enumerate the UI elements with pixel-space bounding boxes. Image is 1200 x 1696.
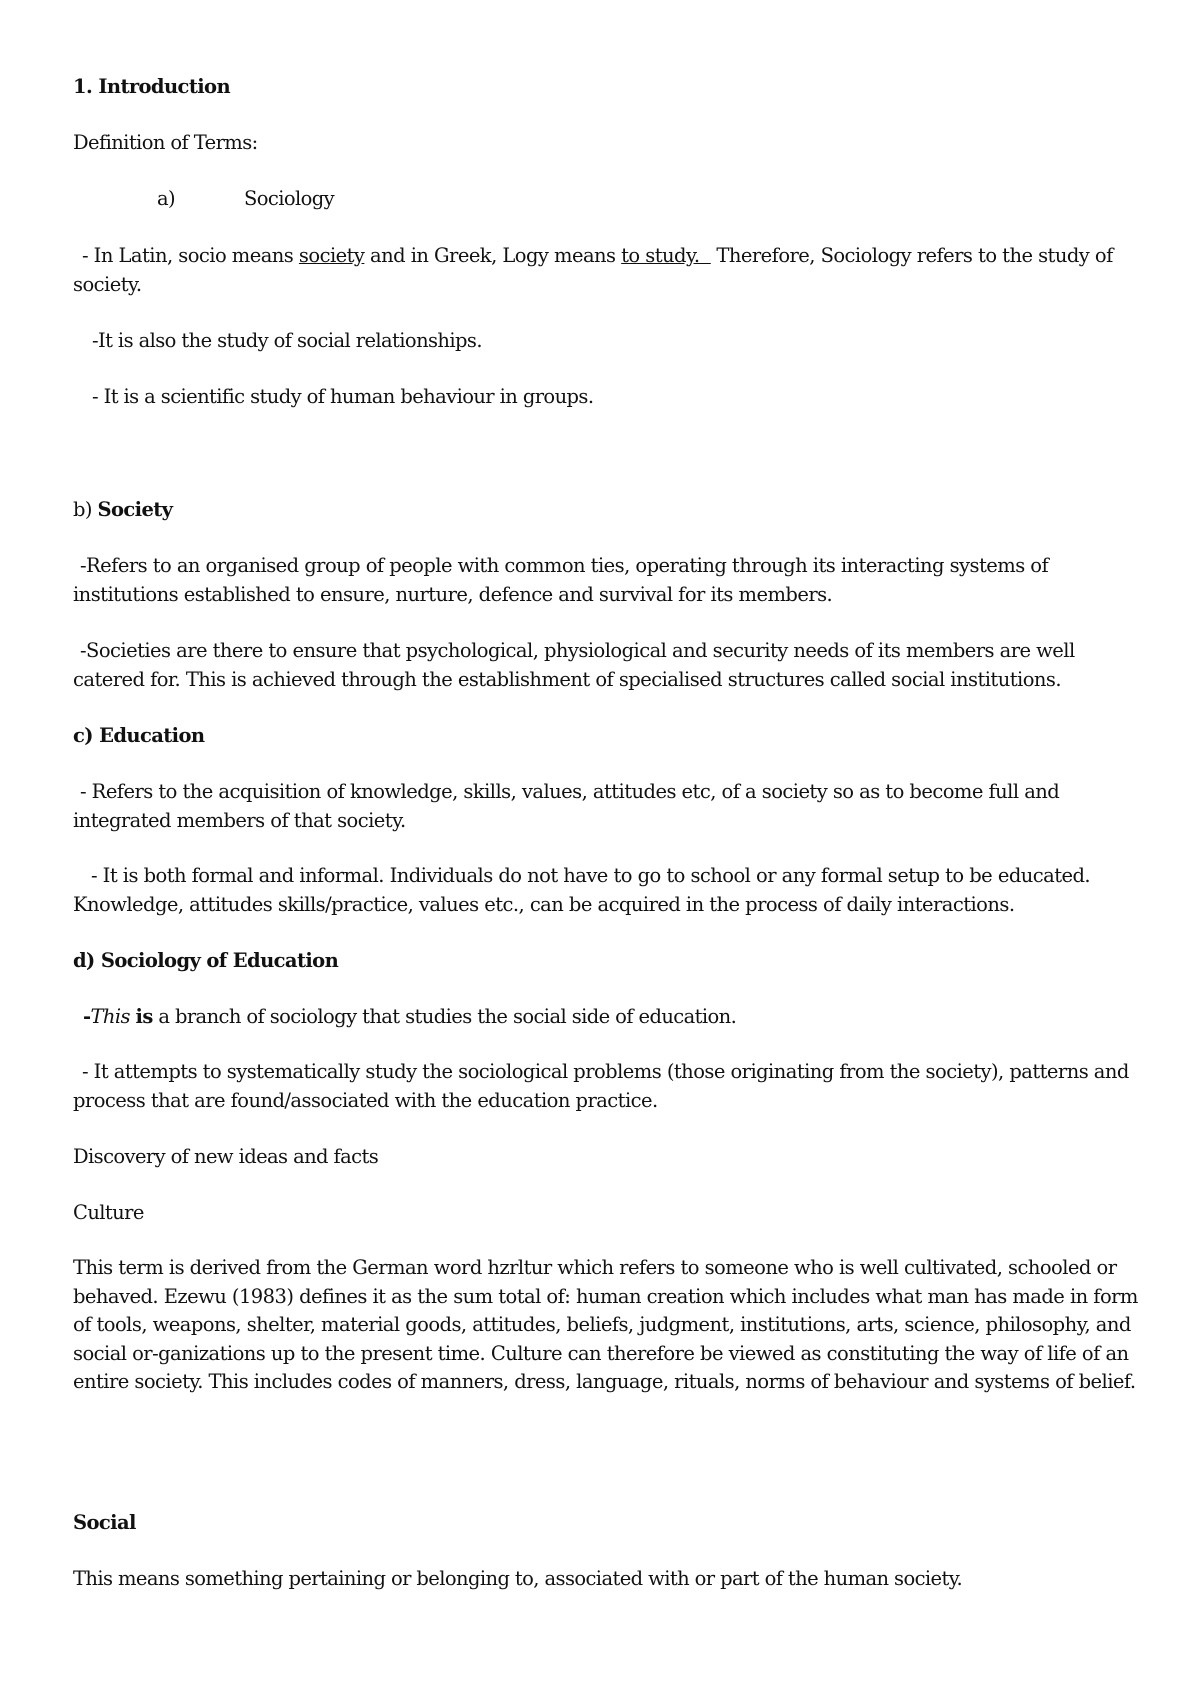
text-run: - It is both formal and informal. Individuals do not have to go to school or any formal setup to be educated. Knowledge, attitudes skills/practice, values etc., can be acquired in the process of daily interactions. bbox=[73, 864, 1091, 916]
sociology-title: Sociology bbox=[244, 187, 335, 210]
discovery-line: Discovery of new ideas and facts bbox=[73, 1145, 379, 1168]
text-run: - bbox=[83, 1005, 91, 1028]
sociology-of-education-paragraph-1 bbox=[83, 1003, 736, 1031]
underlined-term: society bbox=[298, 244, 365, 267]
text-run: - Refers to the acquisition of knowledge, skills, values, attitudes etc, of a society so as to become full and integrated members of that society. bbox=[73, 780, 1060, 832]
bold-text: is bbox=[135, 1005, 153, 1028]
education-paragraph-2 bbox=[73, 862, 1143, 919]
sociology-paragraph-3: - It is a scientific study of human behaviour in groups. bbox=[92, 385, 594, 408]
society-title: Society bbox=[97, 498, 173, 521]
italic-text: This bbox=[90, 1005, 130, 1028]
text-run: a branch of sociology that studies the social side of education. bbox=[152, 1005, 737, 1028]
education-heading: c) Education bbox=[73, 724, 205, 747]
text-run: -Refers to an organised group of people with common ties, operating through its interacting systems of institutions established to ensure, nurture, defence and survival for its members. bbox=[73, 554, 1049, 606]
sociology-paragraph-1 bbox=[73, 242, 1143, 299]
section-heading: 1. Introduction bbox=[73, 75, 231, 98]
sociology-of-education-paragraph-2 bbox=[73, 1058, 1143, 1115]
text-run: Therefore, Sociology refers to the study of society. bbox=[73, 244, 1113, 296]
definition-label: Definition of Terms: bbox=[73, 131, 258, 154]
culture-heading: Culture bbox=[73, 1201, 144, 1224]
culture-paragraph: This term is derived from the German word hzrltur which refers to someone who is well cultivated, schooled or behaved. Ezewu (1983) defines it as the sum total of: human creation which includes what man has made in form of tools, weapons, shelter, material goods, attitudes, beliefs, judgment, institutions, arts, science, philosophy, and social or-ganizations up to the present time. Culture can therefore be viewed as constituting the way of life of an entire society. This includes codes of manners, dress, language, rituals, norms of behaviour and systems of belief. bbox=[73, 1256, 1138, 1394]
social-paragraph: This means something pertaining or belonging to, associated with or part of the human society. bbox=[73, 1567, 963, 1590]
text-run: -Societies are there to ensure that psychological, physiological and security needs of its members are well catered for. This is achieved through the establishment of specialised structures called social institutions. bbox=[73, 639, 1075, 691]
sociology-paragraph-2: -It is also the study of social relationships. bbox=[92, 329, 482, 352]
social-heading: Social bbox=[73, 1511, 136, 1534]
sociology-of-education-heading: d) Sociology of Education bbox=[73, 949, 339, 972]
text-run: - It attempts to systematically study the sociological problems (those originating from the society), patterns and process that are found/associated with the education practice. bbox=[73, 1060, 1129, 1112]
society-paragraph-1 bbox=[73, 552, 1143, 609]
text-run: - In Latin, socio means bbox=[82, 244, 299, 267]
underlined-term: to study. bbox=[621, 244, 711, 267]
education-paragraph-1 bbox=[73, 778, 1143, 835]
sociology-marker: a) bbox=[157, 187, 176, 210]
society-heading bbox=[73, 496, 172, 524]
society-paragraph-2 bbox=[73, 637, 1143, 694]
text-run: and in Greek, Logy means bbox=[364, 244, 622, 267]
society-marker: b) bbox=[73, 498, 92, 521]
